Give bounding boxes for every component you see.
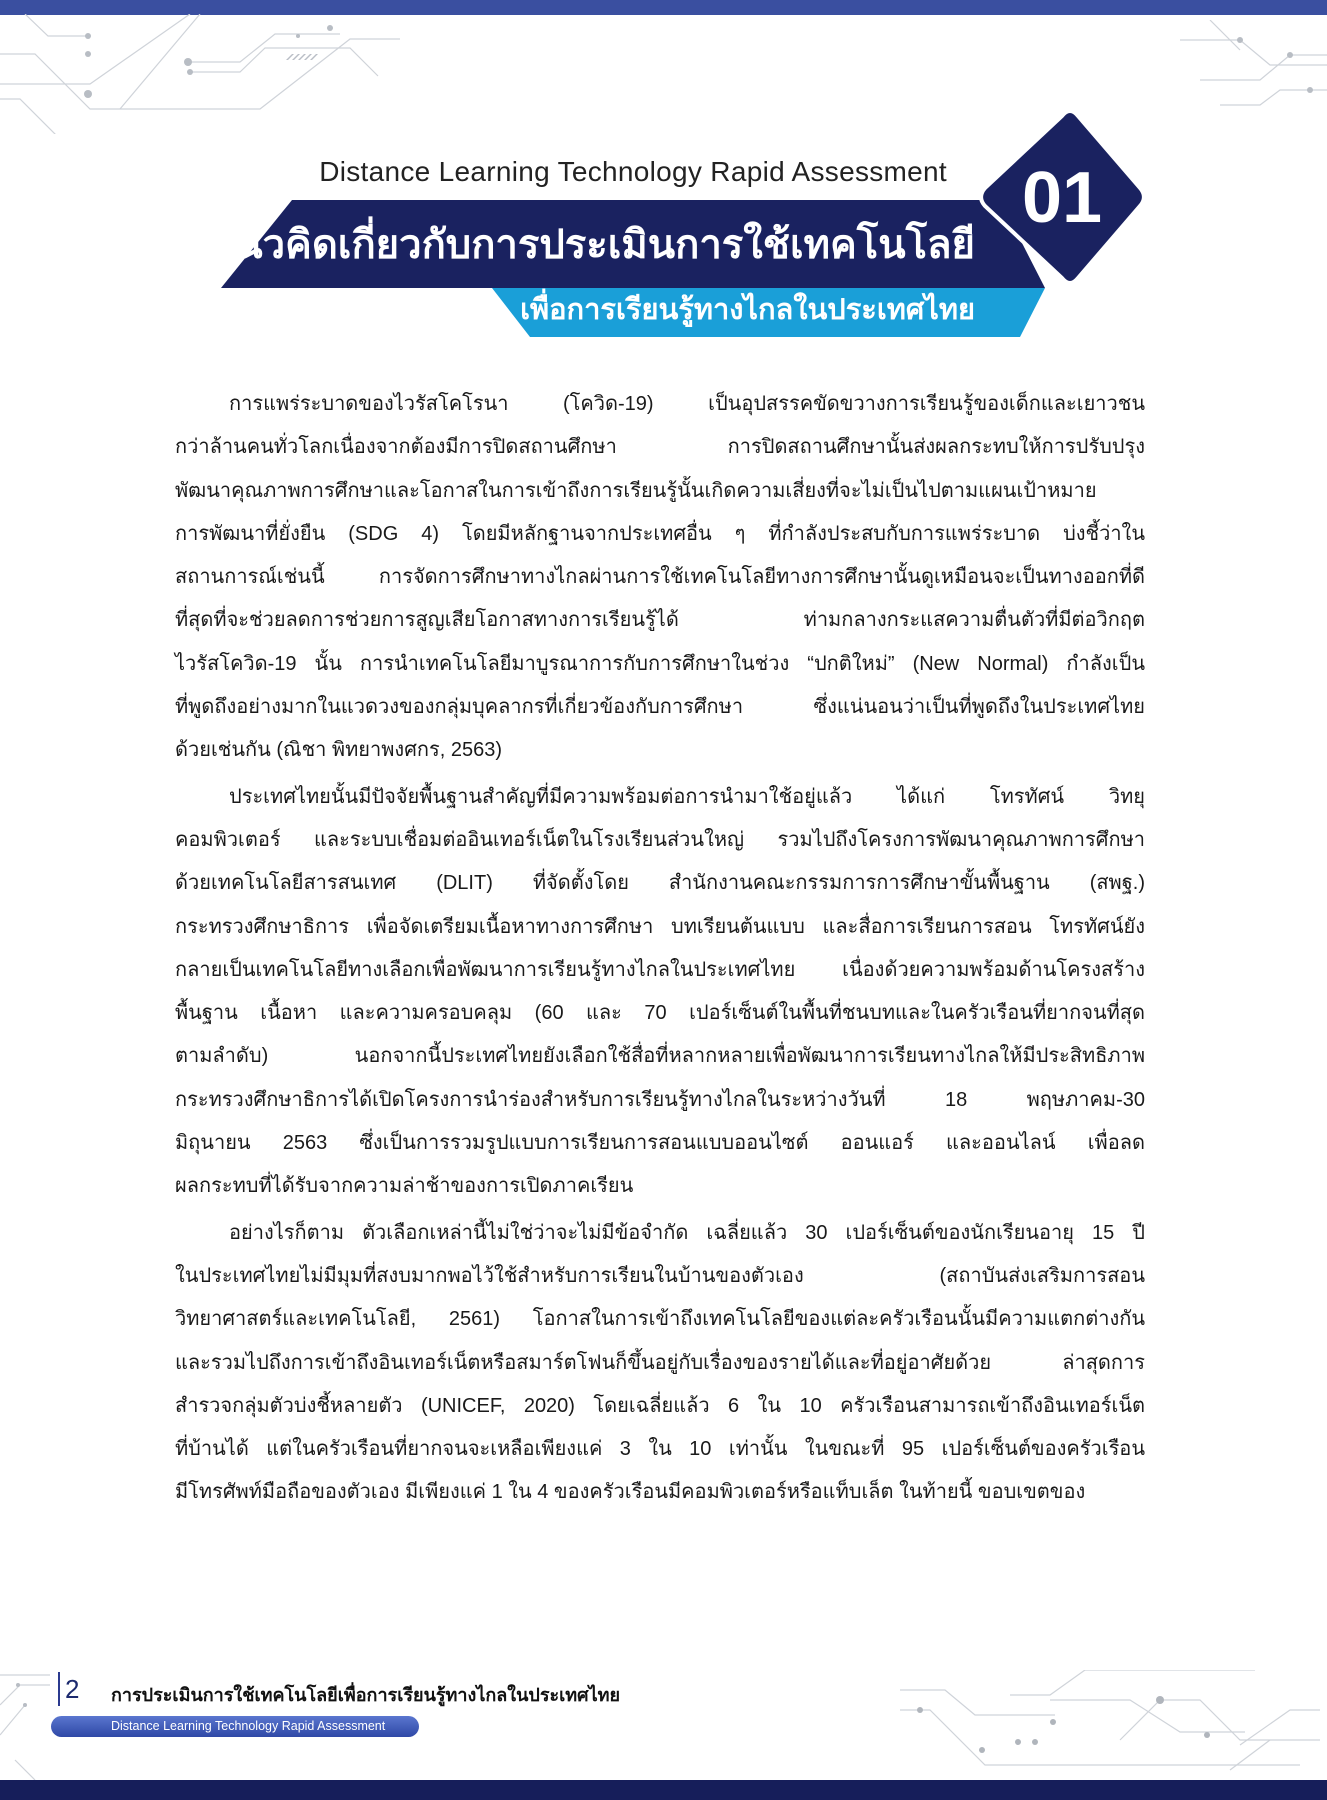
text-line: การพัฒนาที่ยั่งยืน (SDG 4) โดยมีหลักฐานจากประเทศอื่น ๆ ที่กำลังประสบกับการแพร่ระบาด บ่งชี้ว่าใน: [175, 522, 1145, 545]
text-line: ประเทศไทยนั้นมีปัจจัยพื้นฐานสำคัญที่มีความพร้อมต่อการนำมาใช้อยู่แล้ว ได้แก่ โทรทัศน์ วิทยุ: [229, 785, 1145, 808]
text-line: วิทยาศาสตร์และเทคโนโลยี, 2561) โอกาสในการเข้าถึงเทคโนโลยีของแต่ละครัวเรือนนั้นมีความแตกต่างกัน: [175, 1308, 1145, 1331]
text-line: ด้วยเทคโนโลยีสารสนเทศ (DLIT) ที่จัดตั้งโดย สำนักงานคณะกรรมการการศึกษาขั้นพื้นฐาน (สพฐ.): [175, 872, 1145, 895]
chapter-title: แนวคิดเกี่ยวกับการประเมินการใช้เทคโนโลยี: [209, 223, 975, 267]
text-line: มีโทรศัพท์มือถือของตัวเอง มีเพียงแค่ 1 ใน 4 ของครัวเรือนมีคอมพิวเตอร์หรือแท็บเล็ต ในท้ายนี้ ขอบเขตของ: [175, 1481, 1086, 1504]
text-line: มิถุนายน 2563 ซึ่งเป็นการรวมรูปแบบการเรียนการสอนแบบออนไซต์ ออนแอร์ และออนไลน์ เพื่อลด: [175, 1132, 1145, 1155]
bottom-color-bar: [0, 1780, 1327, 1800]
circuit-decoration-bottom-left: [0, 1665, 55, 1780]
text-line: อย่างไรก็ตาม ตัวเลือกเหล่านี้ไม่ใช่ว่าจะไม่มีข้อจำกัด เฉลี่ยแล้ว 30 เปอร์เซ็นต์ของนักเรียนอายุ 15 ปี: [229, 1221, 1145, 1244]
paragraph: [175, 383, 1145, 773]
text-line: และรวมไปถึงการเข้าถึงอินเทอร์เน็ตหรือสมาร์ตโฟนก็ขึ้นอยู่กับเรื่องของรายได้และที่อยู่อาศัยด้วย ล่าสุดการ: [175, 1351, 1145, 1374]
text-line: ที่บ้านได้ แต่ในครัวเรือนที่ยากจนจะเหลือเพียงแค่ 3 ใน 10 เท่านั้น ในขณะที่ 95 เปอร์เซ็นต์ของครัวเรือน: [175, 1438, 1145, 1461]
text-line: กระทรวงศึกษาธิการได้เปิดโครงการนำร่องสำหรับการเรียนรู้ทางไกลในระหว่างวันที่ 18 พฤษภาคม-30: [175, 1088, 1145, 1111]
footer-thai-title: การประเมินการใช้เทคโนโลยีเพื่อการเรียนรู้ทางไกลในประเทศไทย: [111, 1685, 621, 1705]
page-number: 2: [58, 1672, 79, 1706]
text-line: การแพร่ระบาดของไวรัสโคโรนา (โควิด-19) เป็นอุปสรรคขัดขวางการเรียนรู้ของเด็กและเยาวชน: [229, 393, 1145, 415]
chapter-subtitle: เพื่อการเรียนรู้ทางไกลในประเทศไทย: [520, 294, 975, 326]
text-line: สำรวจกลุ่มตัวบ่งชี้หลายตัว (UNICEF, 2020) โดยเฉลี่ยแล้ว 6 ใน 10 ครัวเรือนสามารถเข้าถึงอินเทอร์เน็ต: [175, 1394, 1145, 1417]
text-line: กระทรวงศึกษาธิการ เพื่อจัดเตรียมเนื้อหาทางการศึกษา บทเรียนต้นแบบ และสื่อการเรียนการสอน โทรทัศน์ยัง: [175, 915, 1145, 938]
paragraph: [175, 776, 1145, 1209]
footer-english-pill: Distance Learning Technology Rapid Assessment: [51, 1716, 419, 1737]
text-line: กว่าล้านคนทั่วโลกเนื่องจากต้องมีการปิดสถานศึกษา การปิดสถานศึกษานั้นส่งผลกระทบให้การปรับปรุง: [175, 436, 1145, 459]
paragraph: [175, 1212, 1145, 1515]
text-line: ตามลำดับ) นอกจากนี้ประเทศไทยยังเลือกใช้สื่อที่หลากหลายเพื่อพัฒนาการเรียนทางไกลให้มีประสิทธิภาพ: [175, 1045, 1145, 1068]
text-line: ด้วยเช่นกัน (ณิชา พิทยาพงศกร, 2563): [175, 739, 503, 762]
body-text: [175, 383, 1145, 1518]
text-line: คอมพิวเตอร์ และระบบเชื่อมต่ออินเทอร์เน็ตในโรงเรียนส่วนใหญ่ รวมไปถึงโครงการพัฒนาคุณภาพการศึกษา: [175, 828, 1145, 851]
text-line: ไวรัสโควิด-19 นั้น การนำเทคโนโลยีมาบูรณาการกับการศึกษาในช่วง “ปกติใหม่” (New Normal) กำลังเป็น: [175, 652, 1145, 675]
text-line: ที่สุดที่จะช่วยลดการช่วยการสูญเสียโอกาสทางการเรียนรู้ได้ ท่ามกลางกระแสความตื่นตัวที่มีต่อวิกฤต: [175, 609, 1145, 632]
text-line: ในประเทศไทยไม่มีมุมที่สงบมากพอไว้ใช้สำหรับการเรียนในบ้านของตัวเอง (สถาบันส่งเสริมการสอน: [175, 1264, 1145, 1287]
text-line: ที่พูดถึงอย่างมากในแวดวงของกลุ่มบุคลากรที่เกี่ยวข้องกับการศึกษา ซึ่งแน่นอนว่าเป็นที่พูดถึงในประเทศไทย: [175, 696, 1145, 719]
text-line: พัฒนาคุณภาพการศึกษาและโอกาสในการเข้าถึงการเรียนรู้นั้นเกิดความเสี่ยงที่จะไม่เป็นไปตามแผนเป้าหมาย: [175, 479, 1097, 502]
text-line: ผลกระทบที่ได้รับจากความล่าช้าของการเปิดภาคเรียน: [175, 1175, 634, 1198]
header-english-title: Distance Learning Technology Rapid Assessment: [319, 156, 947, 187]
text-line: พื้นฐาน เนื้อหา และความครอบคลุม (60 และ 70 เปอร์เซ็นต์ในพื้นที่ชนบทและในครัวเรือนที่ยากจนที่สุด: [175, 1002, 1145, 1025]
circuit-decoration-bottom-right: [900, 1670, 1327, 1780]
text-line: สถานการณ์เช่นนี้ การจัดการศึกษาทางไกลผ่านการใช้เทคโนโลยีทางการศึกษานั้นดูเหมือนจะเป็นทางออกที่ดี: [175, 566, 1145, 589]
text-line: กลายเป็นเทคโนโลยีทางเลือกเพื่อพัฒนาการเรียนรู้ทางไกลในประเทศไทย เนื่องด้วยความพร้อมด้านโครงสร้าง: [175, 958, 1145, 981]
chapter-number: 01: [1021, 158, 1103, 238]
